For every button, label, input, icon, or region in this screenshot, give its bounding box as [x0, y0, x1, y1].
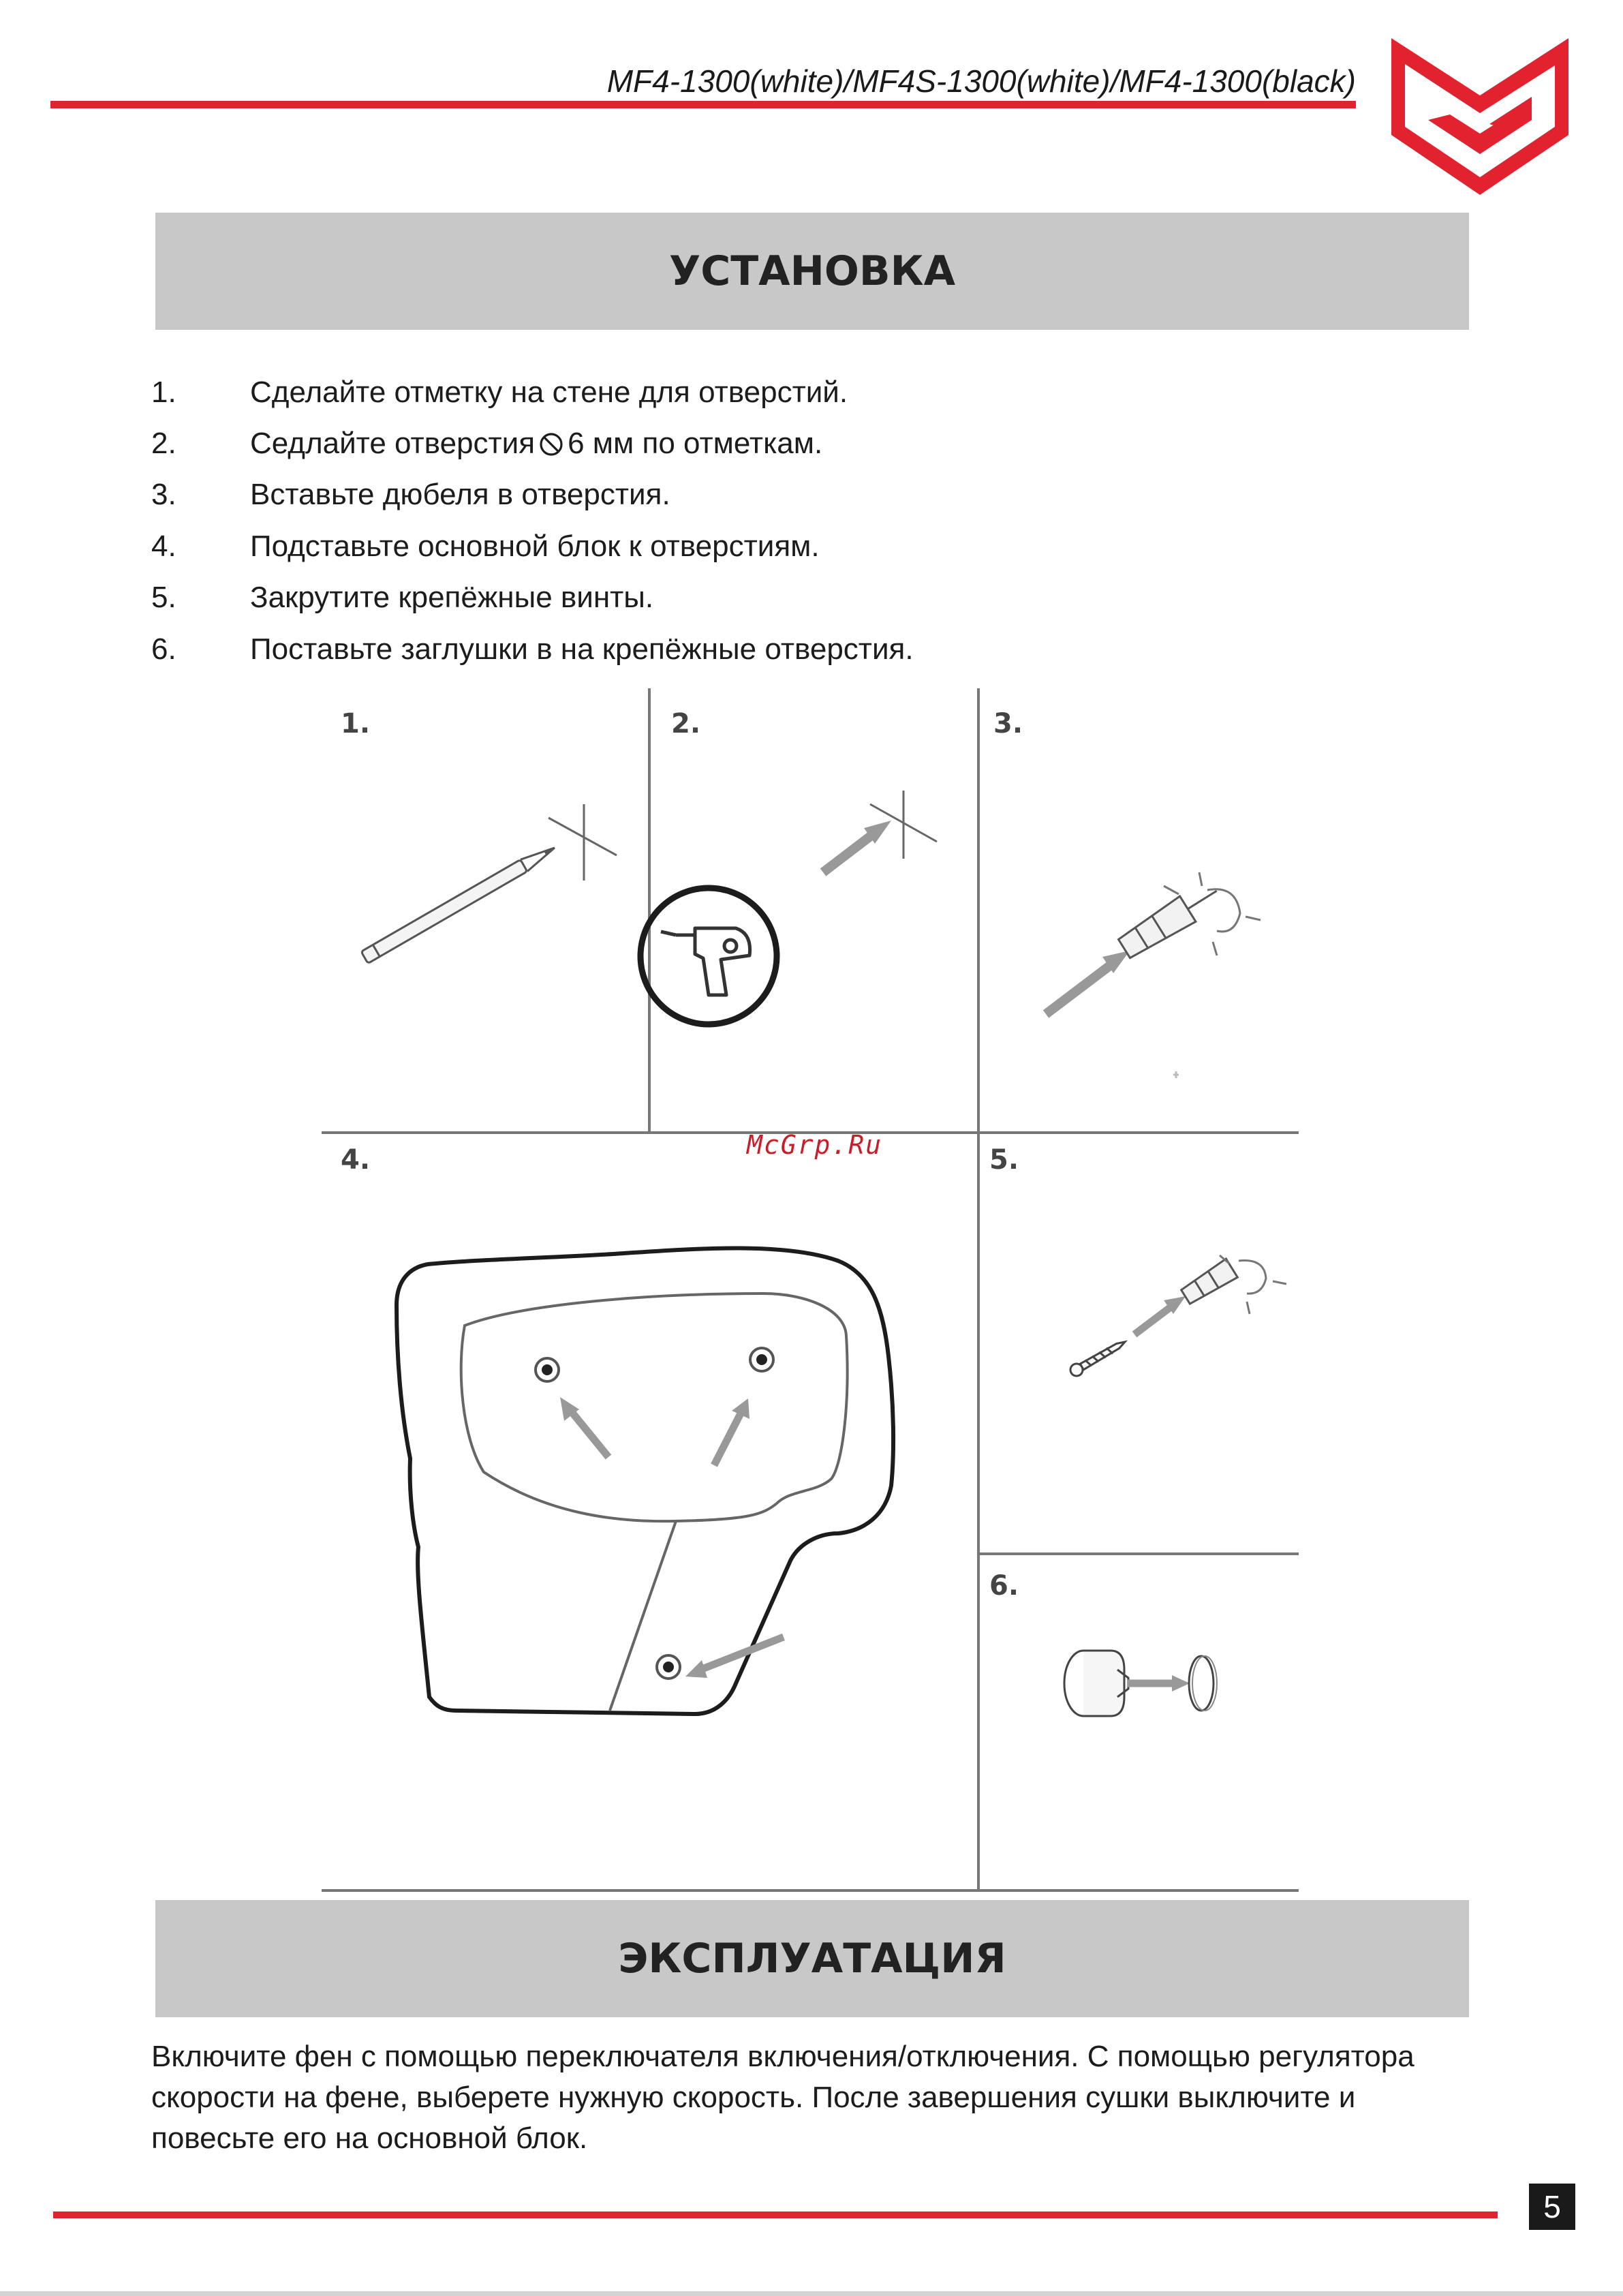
panel-label-5: 5.	[989, 1144, 1019, 1176]
base-unit-icon	[397, 1249, 893, 1715]
model-title: MF4-1300(white)/MF4S-1300(white)/MF4-1300(black)	[606, 63, 1356, 99]
header-rule	[50, 101, 1356, 108]
step-2	[151, 418, 1446, 469]
drill-icon	[640, 888, 777, 1024]
dowel-icon	[1046, 872, 1261, 1014]
operation-text: Включите фен с помощью переключателя включения/отключения. С помощью регулятора скорости на фене, выберете нужную скорость. После завершения сушки выключите и повесьте его на основной блок.	[151, 2040, 1415, 2155]
step-number: 6.	[151, 632, 176, 666]
installation-heading-bar	[155, 213, 1469, 330]
watermark-text: McGrp.Ru	[747, 1130, 883, 1160]
step-text: Закрутите крепёжные винты.	[250, 581, 654, 615]
step-text: Подставьте основной блок к отверстиям.	[250, 529, 820, 563]
brand-logo-icon	[1387, 38, 1573, 199]
step-number: 1.	[151, 375, 176, 409]
arrow-icon	[823, 821, 891, 872]
step-number: 4.	[151, 529, 176, 563]
footer-rule	[53, 2211, 1498, 2218]
wall-mark-icon	[1173, 1071, 1179, 1078]
step-5	[151, 572, 1446, 624]
pencil-icon	[361, 842, 558, 963]
screw-icon	[1068, 1255, 1286, 1378]
arrow-icon	[1128, 1675, 1190, 1692]
page-number: 5	[1529, 2184, 1575, 2230]
installation-title: УСТАНОВКА	[668, 247, 956, 295]
step-text: Сделайте отметку на стене для отверстий.	[250, 375, 848, 409]
panel-label-4: 4.	[341, 1144, 371, 1176]
step-text-after: 6 мм по отметкам.	[568, 427, 823, 461]
step-number: 3.	[151, 478, 176, 512]
installation-diagram	[313, 688, 1308, 1901]
page-edge	[0, 2291, 1623, 2296]
step-text-before: Седлайте отверстия	[250, 427, 536, 461]
panel-label-2: 2.	[671, 708, 701, 739]
panel-label-3: 3.	[993, 708, 1023, 739]
wall-mark-icon	[548, 804, 617, 881]
step-text	[250, 427, 822, 461]
cover-cap-icon	[1064, 1651, 1128, 1716]
diameter-icon	[539, 432, 563, 457]
step-text: Поставьте заглушки в на крепёжные отверстия.	[250, 632, 914, 666]
operation-title: ЭКСПЛУАТАЦИЯ	[618, 1935, 1006, 1983]
step-number: 2.	[151, 427, 176, 461]
step-6	[151, 624, 1446, 675]
panel-label-1: 1.	[341, 708, 371, 739]
step-3	[151, 470, 1446, 521]
step-number: 5.	[151, 581, 176, 615]
panel-label-6: 6.	[989, 1570, 1019, 1602]
wall-hole-icon	[1189, 1656, 1217, 1711]
step-4	[151, 521, 1446, 572]
operation-heading-bar	[155, 1900, 1469, 2017]
installation-steps	[151, 367, 1446, 675]
step-text: Вставьте дюбеля в отверстия.	[250, 478, 670, 512]
step-1	[151, 367, 1446, 418]
